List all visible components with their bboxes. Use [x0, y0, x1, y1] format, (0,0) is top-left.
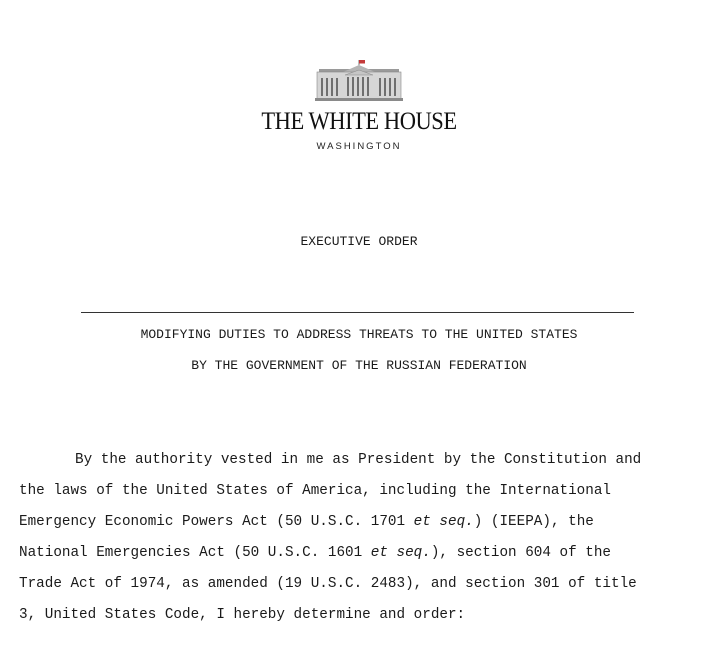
white-house-logo — [313, 58, 405, 102]
body-line-4 — [19, 544, 611, 562]
body-line-2: the laws of the United States of America, including the International — [19, 483, 611, 499]
white-house-title: THE WHITE HOUSE — [261, 108, 457, 135]
body-line-4-text-b: ), section 604 of the — [430, 545, 611, 561]
order-title-line-2: BY THE GOVERNMENT OF THE RUSSIAN FEDERATION — [191, 358, 527, 373]
title-divider — [81, 312, 634, 313]
body-line-3-text-b: ) (IEEPA), the — [473, 514, 594, 530]
body-line-4-text-a: National Emergencies Act (50 U.S.C. 1601 — [19, 545, 371, 561]
document-type: EXECUTIVE ORDER — [300, 234, 418, 249]
order-title-line-1: MODIFYING DUTIES TO ADDRESS THREATS TO THE UNITED STATES — [140, 327, 578, 342]
body-line-3 — [19, 513, 594, 531]
white-house-city: WASHINGTON — [316, 141, 402, 152]
body-line-6: 3, United States Code, I hereby determine and order: — [19, 607, 466, 623]
body-line-1: By the authority vested in me as President by the Constitution and — [75, 452, 642, 468]
letterhead — [0, 58, 718, 152]
body-line-5: Trade Act of 1974, as amended (19 U.S.C. 2483), and section 301 of title — [19, 576, 637, 592]
body-line-4-italic: et seq. — [370, 545, 431, 561]
body-line-3-italic: et seq. — [413, 514, 474, 530]
body-line-3-text-a: Emergency Economic Powers Act (50 U.S.C. 1701 — [19, 514, 414, 530]
